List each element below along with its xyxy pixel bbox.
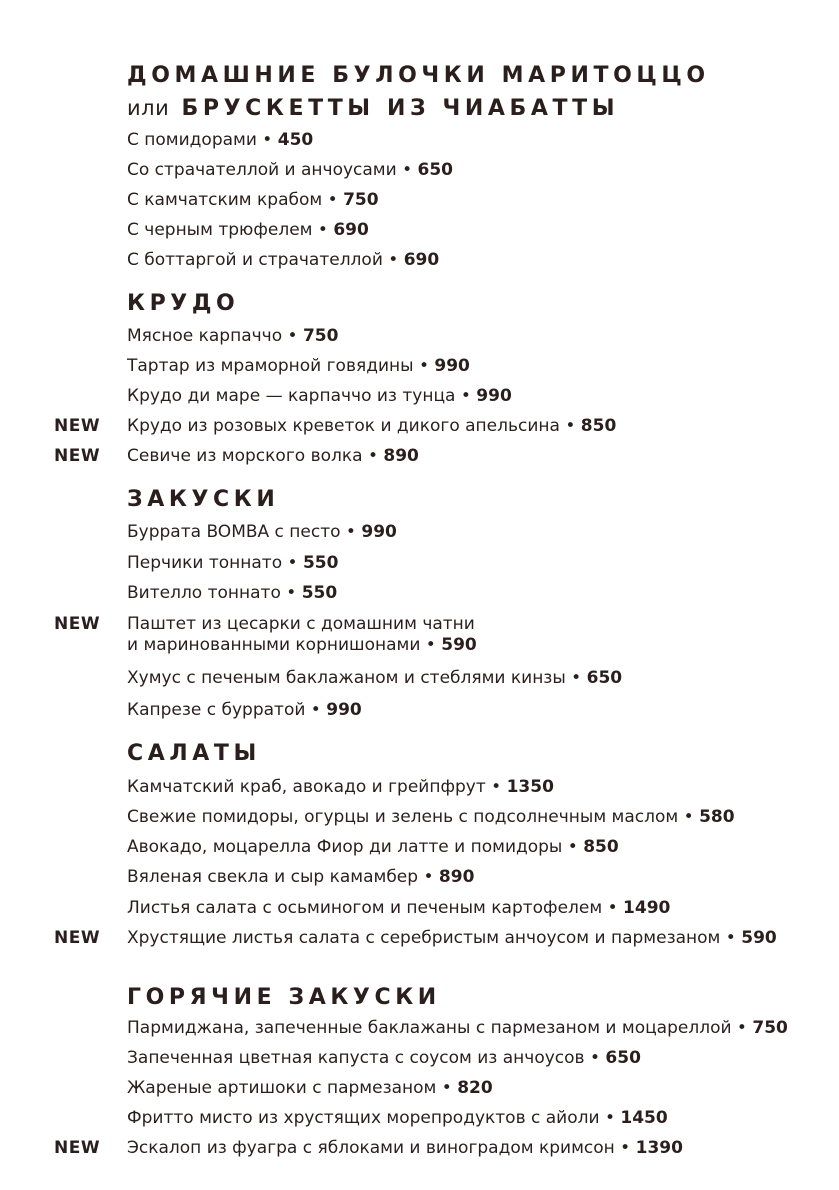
menu-item: [0, 1103, 839, 1133]
menu-item: [0, 155, 839, 185]
dish-name: Фритто мисто из хрустящих морепродуктов с айоли • 1450: [127, 1108, 668, 1128]
menu-item: [0, 802, 839, 832]
menu-item: [0, 862, 839, 892]
dish-name: Буррата BOMBA с песто • 990: [127, 522, 397, 542]
menu-item: [0, 351, 839, 381]
new-badge: NEW: [54, 446, 101, 466]
menu-item: [0, 663, 839, 693]
menu-item: [0, 411, 839, 441]
dish-price: 990: [326, 700, 362, 720]
dish-name: Со страчателлой и анчоусами • 650: [127, 160, 454, 180]
menu-item: [0, 245, 839, 275]
dish-price: 890: [438, 867, 475, 887]
menu-item: [0, 1043, 839, 1073]
menu-item: [0, 321, 839, 351]
dish-name: Перчики тоннато • 550: [127, 553, 339, 573]
dish-name: Вителло тоннато • 550: [127, 583, 338, 603]
dish-price: 890: [383, 446, 419, 466]
dish-price: 1350: [506, 777, 554, 797]
dish-price: 1490: [623, 898, 671, 918]
menu-item: [0, 441, 839, 471]
dish-name: Жареные артишоки с пармезаном • 820: [127, 1078, 493, 1098]
dish-name: Паштет из цесарки с домашним чатни и маринованными корнишонами • 590: [127, 614, 477, 655]
dish-name: С камчатским крабом • 750: [127, 190, 379, 210]
menu-item: [0, 1013, 839, 1043]
dish-name: С помидорами • 450: [127, 130, 314, 150]
section-title: ДОМАШНИЕ БУЛОЧКИ МАРИТОЦЦО: [127, 63, 710, 88]
menu-item: [0, 578, 839, 608]
menu-item: [0, 695, 839, 725]
dish-price: 850: [580, 416, 617, 436]
new-badge: NEW: [54, 614, 101, 634]
section-title: САЛАТЫ: [127, 741, 261, 766]
dish-name: Вяленая свекла и сыр камамбер • 890: [127, 867, 475, 887]
dish-name: Севиче из морского волка • 890: [127, 446, 419, 466]
dish-name: Камчатский краб, авокадо и грейпфрут • 1350: [127, 777, 554, 797]
dish-name-line1: Паштет из цесарки с домашним чатни: [127, 614, 475, 634]
dish-price: 820: [457, 1078, 493, 1098]
menu-item: [0, 923, 839, 953]
dish-name: Крудо из розовых креветок и дикого апельсина • 850: [127, 416, 617, 436]
new-badge: NEW: [54, 1138, 101, 1158]
menu-item: [0, 772, 839, 802]
dish-name: Крудо ди маре — карпаччо из тунца • 990: [127, 386, 512, 406]
dish-name: Хумус с печеным баклажаном и стеблями кинзы • 650: [127, 668, 623, 688]
section-title: ЗАКУСКИ: [127, 487, 280, 512]
menu-item: [0, 548, 839, 578]
dish-name: Эскалоп из фуагра с яблоками и виноградом кримсон • 1390: [127, 1138, 683, 1158]
dish-price: 450: [277, 130, 314, 150]
dish-name: Запеченная цветная капуста с соусом из анчоусов • 650: [127, 1048, 641, 1068]
dish-price: 590: [741, 928, 777, 948]
dish-price: 590: [441, 635, 477, 655]
section-title-prefix: или: [127, 96, 170, 120]
dish-name: Листья салата с осьминогом и печеным картофелем • 1490: [127, 898, 671, 918]
dish-price: 690: [333, 220, 369, 240]
new-badge: NEW: [54, 928, 101, 948]
dish-price: 650: [586, 668, 623, 688]
dish-price: 750: [343, 190, 379, 210]
dish-name: Авокадо, моцарелла Фиор ди латте и помидоры • 850: [127, 837, 619, 857]
menu-item: [0, 1133, 839, 1163]
dish-price: 990: [434, 356, 470, 376]
dish-price: 990: [476, 386, 512, 406]
dish-name: Мясное карпаччо • 750: [127, 326, 339, 346]
dish-name: С черным трюфелем • 690: [127, 220, 369, 240]
dish-price: 550: [301, 583, 338, 603]
dish-name: Тартар из мраморной говядины • 990: [127, 356, 470, 376]
section-title-line2: или БРУСКЕТТЫ ИЗ ЧИАБАТТЫ: [127, 96, 620, 121]
menu-item: [0, 215, 839, 245]
section-title: ГОРЯЧИЕ ЗАКУСКИ: [127, 985, 441, 1010]
menu-item: [0, 614, 839, 658]
dish-price: 990: [361, 522, 397, 542]
dish-price: 750: [752, 1018, 788, 1038]
dish-name: С боттаргой и страчателлой • 690: [127, 250, 440, 270]
dish-name: Хрустящие листья салата с серебристым анчоусом и пармезаном • 590: [127, 928, 777, 948]
menu-item: [0, 832, 839, 862]
menu-item: [0, 893, 839, 923]
dish-name: Капрезе с бурратой • 990: [127, 700, 362, 720]
dish-price: 690: [403, 250, 440, 270]
dish-name: Пармиджана, запеченные баклажаны с пармезаном и моцареллой • 750: [127, 1018, 788, 1038]
dish-price: 650: [417, 160, 454, 180]
menu-item: [0, 125, 839, 155]
menu-item: [0, 517, 839, 547]
dish-price: 1390: [635, 1138, 683, 1158]
menu-item: [0, 381, 839, 411]
dish-price: 750: [302, 326, 339, 346]
dish-price: 850: [583, 837, 619, 857]
dish-price: 580: [699, 807, 735, 827]
menu-item: [0, 1073, 839, 1103]
dish-price: 1450: [620, 1108, 668, 1128]
section-title: КРУДО: [127, 291, 240, 316]
dish-price: 550: [302, 553, 339, 573]
dish-name: Свежие помидоры, огурцы и зелень с подсолнечным маслом • 580: [127, 807, 735, 827]
new-badge: NEW: [54, 416, 101, 436]
dish-price: 650: [605, 1048, 641, 1068]
menu-item: [0, 185, 839, 215]
